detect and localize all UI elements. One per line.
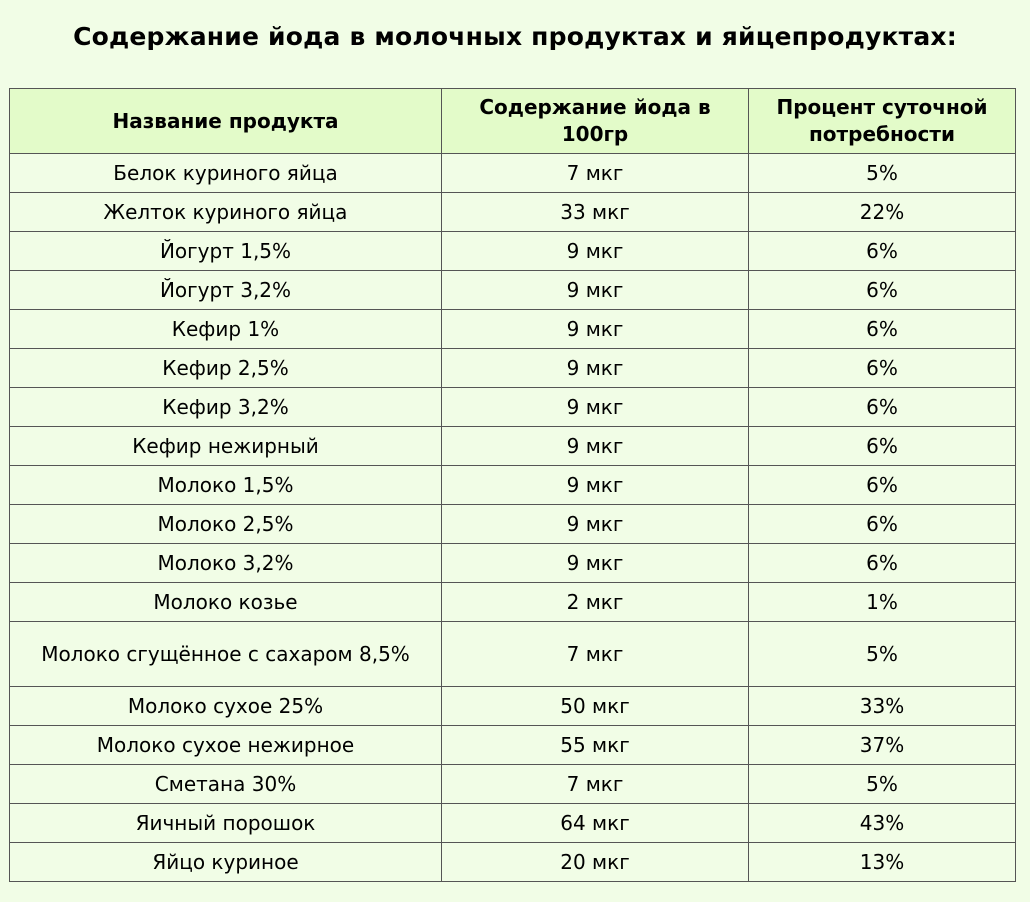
iodine-content-cell: 9 мкг [442, 271, 749, 310]
daily-percent-cell: 6% [749, 349, 1016, 388]
iodine-content-cell: 20 мкг [442, 843, 749, 882]
daily-percent-cell: 6% [749, 544, 1016, 583]
iodine-content-cell: 33 мкг [442, 193, 749, 232]
table-row [10, 804, 1016, 843]
product-name-cell: Йогурт 3,2% [10, 271, 442, 310]
table-row [10, 505, 1016, 544]
table-row [10, 843, 1016, 882]
product-name-cell: Молоко козье [10, 583, 442, 622]
table-row [10, 154, 1016, 193]
table-row [10, 466, 1016, 505]
iodine-content-cell: 9 мкг [442, 544, 749, 583]
daily-percent-cell: 37% [749, 726, 1016, 765]
table-row [10, 687, 1016, 726]
table-header-row [10, 89, 1016, 154]
table-row [10, 310, 1016, 349]
daily-percent-cell: 6% [749, 505, 1016, 544]
iodine-content-cell: 7 мкг [442, 622, 749, 687]
product-name-cell: Молоко сухое нежирное [10, 726, 442, 765]
table-row [10, 349, 1016, 388]
daily-percent-cell: 6% [749, 232, 1016, 271]
product-name-cell: Яйцо куриное [10, 843, 442, 882]
daily-percent-cell: 6% [749, 271, 1016, 310]
iodine-content-cell: 9 мкг [442, 427, 749, 466]
column-header-product-name: Название продукта [10, 89, 442, 154]
table-row [10, 765, 1016, 804]
daily-percent-cell: 5% [749, 622, 1016, 687]
product-name-cell: Желток куриного яйца [10, 193, 442, 232]
product-name-cell: Сметана 30% [10, 765, 442, 804]
daily-percent-cell: 5% [749, 765, 1016, 804]
daily-percent-cell: 13% [749, 843, 1016, 882]
product-name-cell: Молоко сгущённое с сахаром 8,5% [10, 622, 442, 687]
product-name-cell: Кефир 3,2% [10, 388, 442, 427]
column-header-daily-percent: Процент суточной потребности [749, 89, 1016, 154]
table-row [10, 388, 1016, 427]
table-row [10, 427, 1016, 466]
daily-percent-cell: 1% [749, 583, 1016, 622]
iodine-content-cell: 9 мкг [442, 310, 749, 349]
product-name-cell: Кефир нежирный [10, 427, 442, 466]
iodine-content-cell: 2 мкг [442, 583, 749, 622]
page-title: Содержание йода в молочных продуктах и яйцепродуктах: [73, 22, 957, 51]
iodine-content-cell: 9 мкг [442, 466, 749, 505]
iodine-content-cell: 7 мкг [442, 154, 749, 193]
table-row [10, 232, 1016, 271]
iodine-content-cell: 64 мкг [442, 804, 749, 843]
column-header-iodine-content: Содержание йода в 100гр [442, 89, 749, 154]
product-name-cell: Йогурт 1,5% [10, 232, 442, 271]
product-name-cell: Кефир 2,5% [10, 349, 442, 388]
daily-percent-cell: 6% [749, 427, 1016, 466]
product-name-cell: Яичный порошок [10, 804, 442, 843]
iodine-content-cell: 50 мкг [442, 687, 749, 726]
iodine-content-cell: 9 мкг [442, 232, 749, 271]
daily-percent-cell: 5% [749, 154, 1016, 193]
product-name-cell: Молоко 2,5% [10, 505, 442, 544]
iodine-content-cell: 9 мкг [442, 505, 749, 544]
table-row [10, 193, 1016, 232]
iodine-content-cell: 55 мкг [442, 726, 749, 765]
table-row [10, 271, 1016, 310]
iodine-content-cell: 9 мкг [442, 349, 749, 388]
table-row [10, 544, 1016, 583]
product-name-cell: Молоко 1,5% [10, 466, 442, 505]
iodine-table [9, 88, 1016, 882]
table-row [10, 726, 1016, 765]
daily-percent-cell: 33% [749, 687, 1016, 726]
daily-percent-cell: 6% [749, 388, 1016, 427]
product-name-cell: Молоко 3,2% [10, 544, 442, 583]
daily-percent-cell: 43% [749, 804, 1016, 843]
iodine-content-cell: 9 мкг [442, 388, 749, 427]
iodine-content-cell: 7 мкг [442, 765, 749, 804]
product-name-cell: Молоко сухое 25% [10, 687, 442, 726]
daily-percent-cell: 22% [749, 193, 1016, 232]
table-row [10, 622, 1016, 687]
product-name-cell: Белок куриного яйца [10, 154, 442, 193]
daily-percent-cell: 6% [749, 310, 1016, 349]
daily-percent-cell: 6% [749, 466, 1016, 505]
table-row [10, 583, 1016, 622]
product-name-cell: Кефир 1% [10, 310, 442, 349]
